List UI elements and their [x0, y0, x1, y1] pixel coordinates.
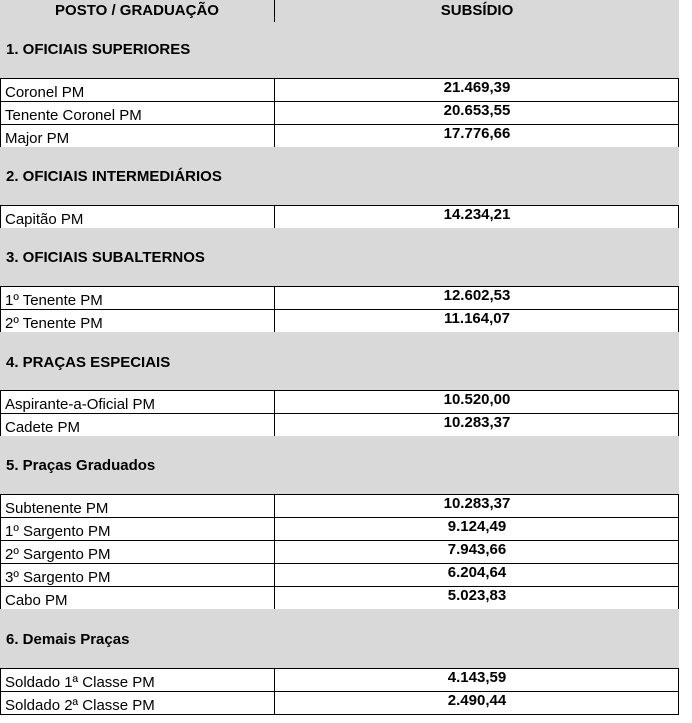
pay-cell: 14.234,21	[443, 206, 511, 223]
table-row	[0, 540, 679, 563]
table-row	[0, 691, 679, 715]
section-heading	[0, 609, 679, 668]
table-row	[0, 205, 679, 228]
pay-cell: 10.283,37	[443, 495, 511, 512]
rank-cell: Tenente Coronel PM	[5, 107, 142, 124]
pay-cell: 9.124,49	[447, 518, 507, 535]
table-row	[0, 78, 679, 101]
section-title: 2. OFICIAIS INTERMEDIÁRIOS	[6, 168, 222, 185]
rank-cell: Cadete PM	[5, 419, 81, 436]
rank-cell: 1º Tenente PM	[5, 292, 103, 309]
section-title: 5. Praças Graduados	[6, 457, 156, 474]
pay-cell: 5.023,83	[447, 587, 507, 604]
section-heading	[0, 22, 679, 78]
rank-cell: Cabo PM	[5, 592, 68, 609]
table-row	[0, 101, 679, 124]
section-heading	[0, 228, 679, 286]
table-row	[0, 517, 679, 540]
rank-cell: Soldado 1ª Classe PM	[5, 674, 155, 691]
table-row	[0, 124, 679, 147]
pay-cell: 12.602,53	[443, 287, 511, 304]
rank-cell: Aspirante-a-Oficial PM	[5, 396, 156, 413]
section-heading	[0, 436, 679, 494]
header-pay: SUBSÍDIO	[440, 2, 514, 19]
section-title: 4. PRAÇAS ESPECIAIS	[6, 354, 171, 371]
table-row	[0, 286, 679, 309]
rank-cell: 1º Sargento PM	[5, 523, 111, 540]
rank-cell: Capitão PM	[5, 211, 84, 228]
pay-cell: 20.653,55	[443, 102, 511, 119]
table-row	[0, 586, 679, 609]
pay-cell: 10.520,00	[443, 391, 511, 408]
pay-cell: 11.164,07	[444, 310, 510, 327]
rank-cell: Major PM	[5, 130, 70, 147]
section-heading	[0, 332, 679, 390]
table-row	[0, 494, 679, 517]
pay-cell: 7.943,66	[447, 541, 507, 558]
table-header	[0, 0, 692, 22]
table-row	[0, 390, 679, 413]
section-heading	[0, 147, 679, 205]
rank-cell: 3º Sargento PM	[5, 569, 111, 586]
pay-cell: 17.776,66	[443, 125, 511, 142]
section-title: 1. OFICIAIS SUPERIORES	[6, 41, 191, 58]
section-title: 3. OFICIAIS SUBALTERNOS	[6, 249, 205, 266]
rank-cell: Coronel PM	[5, 84, 85, 101]
pay-cell: 10.283,37	[443, 414, 511, 431]
pay-cell: 2.490,44	[447, 692, 507, 709]
table-row	[0, 309, 679, 332]
table-row	[0, 413, 679, 436]
section-title: 6. Demais Praças	[6, 631, 130, 648]
table-row	[0, 563, 679, 586]
pay-cell: 4.143,59	[447, 669, 507, 686]
table-row	[0, 668, 679, 691]
rank-cell: 2º Sargento PM	[5, 546, 111, 563]
rank-cell: Soldado 2ª Classe PM	[5, 697, 155, 714]
pay-cell: 21.469,39	[443, 79, 511, 96]
pay-cell: 6.204,64	[447, 564, 507, 581]
header-rank: POSTO / GRADUAÇÃO	[55, 2, 219, 19]
rank-cell: 2º Tenente PM	[5, 315, 103, 332]
rank-cell: Subtenente PM	[5, 500, 109, 517]
